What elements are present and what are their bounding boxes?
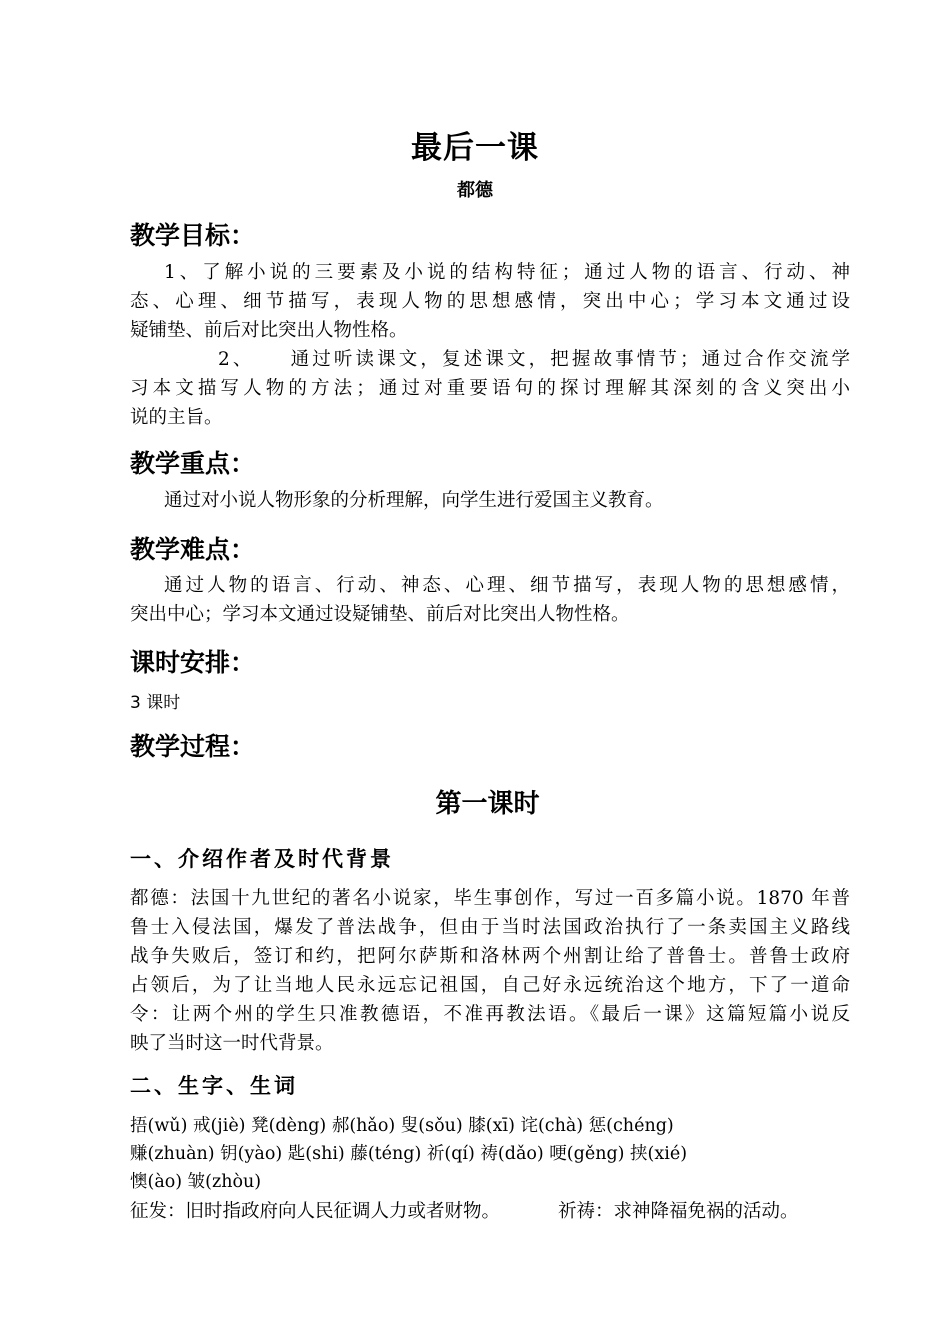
vocabulary-line: 赚(zhuàn) 钥(yào) 匙(shi) 藤(téng) 祈(qí) 祷(dǎo) 哽(gěng) 挟(xié) bbox=[130, 1144, 688, 1164]
author-background-line: 都德：法国十九世纪的著名小说家，毕生事创作，写过一百多篇小说。1870 年普 bbox=[130, 888, 850, 909]
heading-vocabulary: 二、生字、生词 bbox=[130, 1073, 298, 1098]
author-background-line: 战争失败后，签订和约，把阿尔萨斯和洛林两个州割让给了普鲁士。普鲁士政府 bbox=[130, 946, 850, 967]
vocabulary-line: 捂(wǔ) 戒(jiè) 凳(dèng) 郝(hǎo) 叟(sǒu) 膝(xī) 诧(chà) 惩(chéng) bbox=[130, 1116, 674, 1136]
definition-zhengfa: 征发：旧时指政府向人民征调人力或者财物。 bbox=[130, 1201, 501, 1222]
author-background-line: 鲁士入侵法国，爆发了普法战争，但由于当时法国政治执行了一条卖国主义路线 bbox=[130, 917, 850, 938]
objectives-item-1-line: 疑铺垫、前后对比突出人物性格。 bbox=[130, 320, 408, 341]
vocabulary-line: 懊(ào) 皱(zhòu) bbox=[130, 1172, 262, 1192]
vocabulary-list bbox=[130, 1112, 850, 1196]
heading-schedule: 课时安排： bbox=[130, 648, 256, 677]
author-background-text bbox=[130, 884, 850, 1058]
objectives-item-2-line: 习本文描写人物的方法；通过对重要语句的探讨理解其深刻的含义突出小 bbox=[130, 378, 850, 399]
objectives-item-1-line: 1、了解小说的三要素及小说的结构特征；通过人物的语言、行动、神 bbox=[164, 262, 850, 283]
schedule-text: 3 课时 bbox=[130, 693, 181, 713]
heading-difficulties: 教学难点： bbox=[130, 535, 256, 564]
difficulties-line: 通过人物的语言、行动、神态、心理、细节描写，表现人物的思想感情， bbox=[164, 575, 850, 596]
objectives-item-2 bbox=[130, 345, 850, 432]
definitions-row bbox=[130, 1197, 799, 1223]
author-background-line: 占领后，为了让当地人民永远忘记祖国，自己好永远统治这个地方，下了一道命 bbox=[130, 975, 850, 996]
author-background-line: 令：让两个州的学生只准教德语，不准再教法语。《最后一课》这篇短篇小说反 bbox=[130, 1004, 850, 1025]
author-name: 都德 bbox=[457, 180, 493, 201]
lesson-title: 第一课时 bbox=[435, 789, 540, 819]
heading-author-background: 一、介绍作者及时代背景 bbox=[130, 846, 394, 871]
objectives-item-2-line: 2、 通过听读课文，复述课文，把握故事情节；通过合作交流学 bbox=[218, 349, 850, 370]
objectives-item-2-line: 说的主旨。 bbox=[130, 407, 223, 428]
definition-qidao: 祈祷：求神降福免祸的活动。 bbox=[558, 1201, 799, 1222]
objectives-item-1-line: 态、心理、细节描写，表现人物的思想感情，突出中心；学习本文通过设 bbox=[130, 291, 850, 312]
difficulties-text bbox=[130, 571, 850, 629]
difficulties-line: 突出中心；学习本文通过设疑铺垫、前后对比突出人物性格。 bbox=[130, 604, 630, 625]
document-title: 最后一课 bbox=[411, 130, 539, 166]
objectives-item-1 bbox=[130, 258, 850, 345]
heading-objectives: 教学目标： bbox=[130, 221, 256, 250]
author-background-line: 映了当时这一时代背景。 bbox=[130, 1033, 334, 1054]
key-points-text bbox=[130, 486, 850, 515]
key-points-line: 通过对小说人物形象的分析理解，向学生进行爱国主义教育。 bbox=[164, 490, 664, 511]
heading-key-points: 教学重点： bbox=[130, 449, 256, 478]
heading-process: 教学过程： bbox=[130, 732, 256, 761]
